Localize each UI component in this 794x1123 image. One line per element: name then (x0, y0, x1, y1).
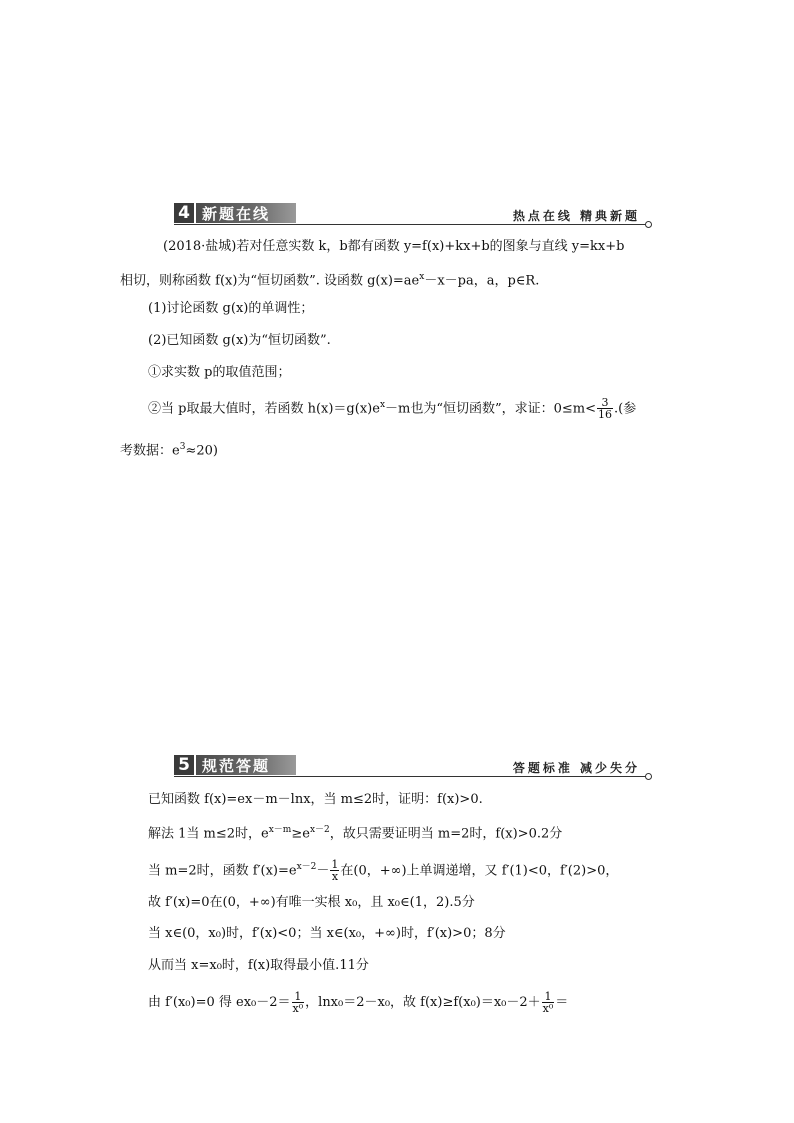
section-5-header (174, 754, 652, 778)
rule-endcap-icon (645, 773, 652, 780)
fraction-3-16: $\frac{3}{16}$ (598, 396, 613, 422)
answer-line-1: 解法 1当 m≤2时，$e^{x-m}\ge e^{x-2}$，故只需要证明当 m=2时，f(x)>0.2分 (148, 825, 563, 842)
answer-line-4: 当 x∈(0，x₀)时，f′(x)<0；当 x∈(x₀，+∞)时，f′(x)>0；8分 (148, 926, 506, 941)
section-4-number: 4 (174, 203, 196, 223)
answer-given: 已知函数 f(x)=ex－m－lnx，当 m≤2时，证明：f(x)>0. (148, 792, 483, 807)
section-5-badge (174, 755, 296, 775)
problem-part-1: (1)讨论函数 g(x)的单调性； (148, 301, 314, 316)
fraction-1-over-x0-b: $\frac{1}{\text{x⁰}}$ (542, 990, 554, 1015)
answer-line-2: 当 m=2时，函数 $f'(x)=e^{x-2}-$ $\frac{1}{x}$ 在(0，+∞)上单调递增，又 f′(1)<0，f′(2)>0， (148, 858, 619, 884)
problem-sub-2: ②当 p取最大值时，若函数 $h(x)=g(x)e^x-m$也为“恒切函数”，求证：0≤m< $\frac{3}{16}$ .(参 (148, 396, 637, 422)
answer-line-3: 故 f′(x)=0在(0，+∞)有唯一实根 x₀，且 x₀∈(1，2).5分 (148, 895, 475, 910)
section-4-badge (174, 203, 296, 223)
section-5-title: 规范答题 (196, 755, 296, 775)
problem-sub-1: ①求实数 p的取值范围； (148, 365, 291, 380)
fraction-1-over-x: $\frac{1}{x}$ (331, 858, 339, 884)
section-4-header (174, 202, 652, 226)
answer-line-6: 由 f′(x₀)=0 得 ex₀－2＝ $\frac{1}{\text{x⁰}}$ ，lnx₀＝2－x₀，故 f(x)≥f(x₀)＝x₀－2＋ $\frac{1}{\text{x⁰}}$ ＝ (148, 990, 569, 1015)
section-4-title: 新题在线 (196, 203, 296, 223)
section-4-rule (174, 224, 646, 225)
problem-part-2: (2)已知函数 g(x)为“恒切函数”. (148, 333, 331, 348)
section-5-tagline: 答题标准 减少失分 (512, 761, 640, 775)
section-5-number: 5 (174, 755, 196, 775)
fraction-1-over-x0-a: $\frac{1}{\text{x⁰}}$ (292, 990, 304, 1015)
problem-sub-2-cont: 考数据：$e^3\approx 20$) (120, 442, 218, 459)
rule-endcap-icon (645, 221, 652, 228)
problem-line-2: 相切，则称函数 f(x)为“恒切函数”. 设函数 $g(x)=ae^x-x-pa$，a，p∈R. (120, 272, 540, 289)
problem-line-1: (2018·盐城)若对任意实数 k，b都有函数 y=f(x)+kx+b的图象与直线 y=kx+b (163, 239, 625, 254)
answer-line-5: 从而当 x=x₀时，f(x)取得最小值.11分 (148, 958, 369, 973)
section-5-rule (174, 776, 646, 777)
section-4-tagline: 热点在线 精典新题 (512, 209, 640, 223)
